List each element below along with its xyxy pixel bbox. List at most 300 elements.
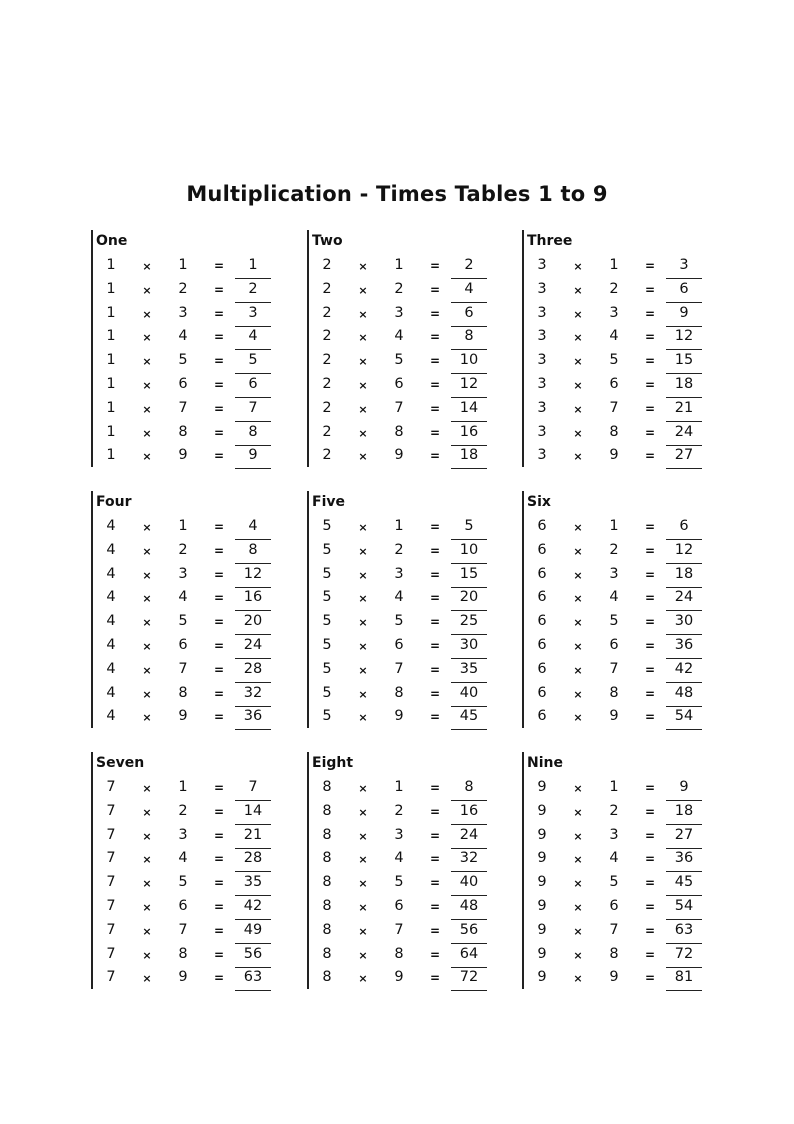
times-sign: × — [573, 568, 583, 582]
table-heading: Five — [312, 494, 345, 510]
multiplicand: 3 — [537, 304, 547, 321]
product: 63 — [235, 969, 271, 991]
multiplicand: 6 — [537, 708, 547, 725]
multiplicand: 2 — [322, 352, 332, 369]
times-sign: × — [358, 544, 368, 558]
equals-sign: = — [429, 425, 441, 440]
times-sign: × — [573, 331, 583, 345]
times-sign: × — [573, 948, 583, 962]
equation-row — [524, 634, 736, 658]
times-table-five — [307, 491, 519, 728]
multiplicand: 8 — [322, 802, 332, 819]
multiplicand: 8 — [322, 921, 332, 938]
times-sign: × — [573, 592, 583, 606]
times-sign: × — [142, 711, 152, 725]
multiplier: 6 — [178, 897, 188, 914]
product: 28 — [235, 850, 271, 872]
multiplicand: 2 — [322, 257, 332, 273]
product: 16 — [451, 424, 487, 446]
equals-sign: = — [429, 923, 441, 938]
times-sign: × — [358, 592, 368, 606]
multiplicand: 2 — [322, 304, 332, 321]
equation-row — [524, 515, 736, 539]
equation-row — [524, 824, 736, 848]
multiplier: 2 — [609, 541, 619, 558]
multiplicand: 6 — [537, 684, 547, 701]
times-table-six — [522, 491, 734, 728]
multiplier: 6 — [178, 375, 188, 392]
product: 30 — [451, 637, 487, 659]
product: 2 — [235, 281, 271, 303]
equation-row — [524, 871, 736, 895]
multiplicand: 8 — [322, 850, 332, 867]
multiplicand: 8 — [322, 897, 332, 914]
multiplicand: 1 — [106, 447, 116, 464]
times-sign: × — [142, 663, 152, 677]
equals-sign: = — [644, 330, 656, 345]
multiplicand: 2 — [322, 423, 332, 440]
times-sign: × — [142, 616, 152, 630]
times-sign: × — [142, 355, 152, 369]
multiplicand: 9 — [537, 921, 547, 938]
equation-row — [93, 610, 305, 634]
equals-sign: = — [429, 567, 441, 582]
multiplicand: 5 — [322, 660, 332, 677]
equals-sign: = — [213, 377, 225, 392]
equals-sign: = — [429, 828, 441, 843]
equation-row — [93, 254, 305, 278]
product: 15 — [451, 566, 487, 588]
multiplicand: 6 — [537, 565, 547, 582]
times-sign: × — [573, 829, 583, 843]
multiplicand: 2 — [322, 447, 332, 464]
equals-sign: = — [213, 923, 225, 938]
multiplier: 1 — [178, 257, 188, 273]
multiplier: 4 — [609, 850, 619, 867]
product: 48 — [451, 898, 487, 920]
multiplicand: 9 — [537, 874, 547, 891]
equals-sign: = — [644, 354, 656, 369]
multiplicand: 3 — [537, 399, 547, 416]
equals-sign: = — [429, 259, 441, 273]
equation-list — [524, 515, 736, 729]
equals-sign: = — [429, 591, 441, 606]
product: 64 — [451, 946, 487, 968]
times-sign: × — [142, 972, 152, 986]
multiplicand: 8 — [322, 969, 332, 986]
equals-sign: = — [429, 686, 441, 701]
equals-sign: = — [429, 377, 441, 392]
table-heading: Two — [312, 233, 343, 249]
times-sign: × — [573, 711, 583, 725]
multiplicand: 7 — [106, 897, 116, 914]
multiplicand: 5 — [322, 541, 332, 558]
equation-row — [309, 847, 521, 871]
multiplicand: 4 — [106, 684, 116, 701]
product: 3 — [666, 257, 702, 279]
equals-sign: = — [429, 852, 441, 867]
multiplicand: 7 — [106, 969, 116, 986]
product: 18 — [666, 803, 702, 825]
multiplier: 2 — [178, 802, 188, 819]
multiplier: 9 — [394, 447, 404, 464]
equation-list — [93, 776, 305, 990]
equation-row — [309, 800, 521, 824]
product: 42 — [235, 898, 271, 920]
table-heading: One — [96, 233, 128, 249]
equation-list — [309, 776, 521, 990]
multiplier: 4 — [178, 328, 188, 345]
product: 15 — [666, 352, 702, 374]
multiplicand: 6 — [537, 636, 547, 653]
times-sign: × — [358, 829, 368, 843]
equals-sign: = — [429, 710, 441, 725]
equation-row — [524, 349, 736, 373]
equation-row — [93, 586, 305, 610]
equals-sign: = — [429, 876, 441, 891]
multiplier: 1 — [394, 779, 404, 795]
multiplicand: 7 — [106, 802, 116, 819]
product: 27 — [666, 447, 702, 469]
equals-sign: = — [213, 306, 225, 321]
equation-row — [309, 586, 521, 610]
multiplier: 8 — [609, 684, 619, 701]
product: 32 — [235, 685, 271, 707]
equation-row — [93, 444, 305, 468]
multiplicand: 1 — [106, 375, 116, 392]
product: 4 — [451, 281, 487, 303]
multiplier: 5 — [609, 352, 619, 369]
product: 6 — [666, 518, 702, 540]
equals-sign: = — [429, 520, 441, 534]
product: 28 — [235, 661, 271, 683]
times-sign: × — [358, 972, 368, 986]
product: 56 — [235, 946, 271, 968]
equation-row — [309, 397, 521, 421]
page-title: Multiplication - Times Tables 1 to 9 — [186, 182, 608, 206]
multiplier: 9 — [609, 969, 619, 986]
equals-sign: = — [429, 638, 441, 653]
multiplier: 1 — [609, 518, 619, 534]
equals-sign: = — [213, 828, 225, 843]
times-table-two — [307, 230, 519, 467]
multiplicand: 8 — [322, 874, 332, 891]
product: 72 — [451, 969, 487, 991]
table-heading: Four — [96, 494, 132, 510]
multiplier: 7 — [178, 660, 188, 677]
equation-row — [524, 682, 736, 706]
product: 1 — [235, 257, 271, 279]
times-sign: × — [142, 331, 152, 345]
equation-row — [524, 895, 736, 919]
multiplier: 2 — [178, 541, 188, 558]
equals-sign: = — [213, 710, 225, 725]
equals-sign: = — [429, 282, 441, 297]
product: 9 — [666, 779, 702, 801]
equals-sign: = — [429, 330, 441, 345]
equation-list — [524, 254, 736, 468]
equation-row — [524, 397, 736, 421]
times-sign: × — [142, 805, 152, 819]
times-sign: × — [573, 450, 583, 464]
equals-sign: = — [213, 781, 225, 795]
multiplier: 1 — [394, 518, 404, 534]
multiplier: 3 — [609, 565, 619, 582]
multiplicand: 4 — [106, 541, 116, 558]
times-sign: × — [573, 283, 583, 297]
multiplier: 4 — [394, 850, 404, 867]
equation-list — [524, 776, 736, 990]
multiplicand: 4 — [106, 613, 116, 630]
multiplicand: 9 — [537, 969, 547, 986]
multiplicand: 7 — [106, 779, 116, 795]
equals-sign: = — [213, 449, 225, 464]
multiplicand: 5 — [322, 708, 332, 725]
multiplier: 1 — [178, 779, 188, 795]
times-sign: × — [358, 521, 368, 534]
multiplicand: 7 — [106, 850, 116, 867]
product: 49 — [235, 922, 271, 944]
multiplier: 9 — [609, 708, 619, 725]
multiplicand: 8 — [322, 945, 332, 962]
times-sign: × — [573, 924, 583, 938]
times-sign: × — [573, 900, 583, 914]
product: 35 — [451, 661, 487, 683]
multiplicand: 3 — [537, 328, 547, 345]
multiplier: 2 — [394, 280, 404, 297]
multiplier: 8 — [609, 423, 619, 440]
times-sign: × — [573, 853, 583, 867]
multiplier: 9 — [394, 969, 404, 986]
table-heading: Three — [527, 233, 573, 249]
equals-sign: = — [429, 401, 441, 416]
times-sign: × — [573, 616, 583, 630]
equation-row — [93, 705, 305, 729]
product: 36 — [666, 637, 702, 659]
product: 24 — [666, 424, 702, 446]
times-sign: × — [573, 687, 583, 701]
multiplier: 3 — [609, 304, 619, 321]
equation-row — [93, 421, 305, 445]
product: 24 — [451, 827, 487, 849]
multiplicand: 1 — [106, 352, 116, 369]
equals-sign: = — [644, 662, 656, 677]
multiplier: 7 — [609, 660, 619, 677]
equals-sign: = — [644, 449, 656, 464]
equals-sign: = — [644, 852, 656, 867]
equals-sign: = — [429, 899, 441, 914]
equation-row — [524, 325, 736, 349]
equals-sign: = — [213, 852, 225, 867]
multiplier: 8 — [178, 684, 188, 701]
equation-row — [93, 966, 305, 990]
multiplicand: 3 — [537, 375, 547, 392]
multiplicand: 6 — [537, 589, 547, 606]
product: 12 — [666, 328, 702, 350]
equation-list — [309, 254, 521, 468]
multiplicand: 5 — [322, 636, 332, 653]
product: 18 — [451, 447, 487, 469]
equals-sign: = — [213, 543, 225, 558]
equation-row — [93, 824, 305, 848]
equals-sign: = — [213, 662, 225, 677]
equals-sign: = — [213, 520, 225, 534]
multiplier: 9 — [178, 447, 188, 464]
product: 54 — [666, 708, 702, 730]
multiplicand: 5 — [322, 565, 332, 582]
product: 21 — [235, 827, 271, 849]
equation-row — [524, 847, 736, 871]
table-heading: Six — [527, 494, 551, 510]
equals-sign: = — [644, 876, 656, 891]
times-sign: × — [358, 948, 368, 962]
product: 10 — [451, 542, 487, 564]
equation-row — [93, 563, 305, 587]
times-sign: × — [573, 782, 583, 795]
multiplicand: 1 — [106, 399, 116, 416]
equals-sign: = — [644, 947, 656, 962]
equation-row — [93, 539, 305, 563]
multiplicand: 1 — [106, 423, 116, 440]
multiplicand: 3 — [537, 352, 547, 369]
equals-sign: = — [213, 947, 225, 962]
product: 21 — [666, 400, 702, 422]
equals-sign: = — [213, 354, 225, 369]
times-sign: × — [142, 639, 152, 653]
equals-sign: = — [429, 662, 441, 677]
times-table-seven — [91, 752, 303, 989]
times-sign: × — [142, 307, 152, 321]
equation-row — [93, 682, 305, 706]
multiplier: 1 — [609, 257, 619, 273]
equation-row — [309, 349, 521, 373]
equation-row — [309, 966, 521, 990]
multiplier: 9 — [394, 708, 404, 725]
multiplicand: 3 — [537, 280, 547, 297]
product: 12 — [666, 542, 702, 564]
equals-sign: = — [644, 899, 656, 914]
equation-row — [93, 871, 305, 895]
multiplier: 4 — [609, 328, 619, 345]
times-sign: × — [358, 853, 368, 867]
multiplicand: 2 — [322, 280, 332, 297]
multiplicand: 1 — [106, 280, 116, 297]
product: 9 — [235, 447, 271, 469]
product: 10 — [451, 352, 487, 374]
equals-sign: = — [644, 425, 656, 440]
multiplier: 6 — [394, 375, 404, 392]
times-sign: × — [573, 805, 583, 819]
multiplicand: 1 — [106, 257, 116, 273]
times-sign: × — [358, 639, 368, 653]
equation-row — [309, 302, 521, 326]
equals-sign: = — [213, 804, 225, 819]
equation-row — [309, 943, 521, 967]
product: 5 — [235, 352, 271, 374]
multiplier: 5 — [394, 874, 404, 891]
times-sign: × — [358, 616, 368, 630]
multiplicand: 4 — [106, 518, 116, 534]
equals-sign: = — [644, 781, 656, 795]
times-sign: × — [142, 948, 152, 962]
multiplier: 3 — [394, 826, 404, 843]
equation-row — [93, 278, 305, 302]
multiplier: 4 — [394, 589, 404, 606]
multiplier: 3 — [609, 826, 619, 843]
product: 20 — [235, 613, 271, 635]
equation-row — [93, 847, 305, 871]
times-sign: × — [142, 402, 152, 416]
equation-row — [93, 776, 305, 800]
equals-sign: = — [429, 615, 441, 630]
equation-row — [309, 919, 521, 943]
equation-row — [93, 800, 305, 824]
equals-sign: = — [213, 591, 225, 606]
product: 48 — [666, 685, 702, 707]
times-sign: × — [358, 426, 368, 440]
equals-sign: = — [213, 282, 225, 297]
times-sign: × — [358, 782, 368, 795]
product: 7 — [235, 400, 271, 422]
times-sign: × — [358, 331, 368, 345]
product: 4 — [235, 328, 271, 350]
equation-row — [309, 539, 521, 563]
product: 3 — [235, 305, 271, 327]
product: 81 — [666, 969, 702, 991]
times-sign: × — [142, 592, 152, 606]
equals-sign: = — [429, 306, 441, 321]
product: 72 — [666, 946, 702, 968]
times-sign: × — [573, 307, 583, 321]
multiplicand: 7 — [106, 945, 116, 962]
multiplicand: 5 — [322, 684, 332, 701]
multiplier: 7 — [394, 660, 404, 677]
times-table-three — [522, 230, 734, 467]
multiplicand: 3 — [537, 423, 547, 440]
product: 12 — [235, 566, 271, 588]
multiplicand: 2 — [322, 328, 332, 345]
product: 30 — [666, 613, 702, 635]
equals-sign: = — [429, 971, 441, 986]
product: 20 — [451, 589, 487, 611]
multiplier: 7 — [609, 399, 619, 416]
times-sign: × — [358, 378, 368, 392]
equals-sign: = — [644, 710, 656, 725]
times-sign: × — [358, 877, 368, 891]
equals-sign: = — [644, 259, 656, 273]
multiplicand: 8 — [322, 779, 332, 795]
times-sign: × — [573, 877, 583, 891]
equation-row — [309, 610, 521, 634]
product: 18 — [666, 376, 702, 398]
product: 4 — [235, 518, 271, 540]
multiplier: 5 — [178, 874, 188, 891]
multiplicand: 3 — [537, 257, 547, 273]
equation-row — [309, 682, 521, 706]
multiplicand: 2 — [322, 399, 332, 416]
multiplier: 3 — [178, 826, 188, 843]
equation-row — [524, 658, 736, 682]
product: 8 — [235, 424, 271, 446]
equation-row — [524, 800, 736, 824]
equals-sign: = — [213, 686, 225, 701]
multiplicand: 7 — [106, 874, 116, 891]
multiplier: 3 — [394, 565, 404, 582]
multiplicand: 9 — [537, 897, 547, 914]
times-table-eight — [307, 752, 519, 989]
times-sign: × — [573, 260, 583, 273]
table-heading: Eight — [312, 755, 354, 771]
